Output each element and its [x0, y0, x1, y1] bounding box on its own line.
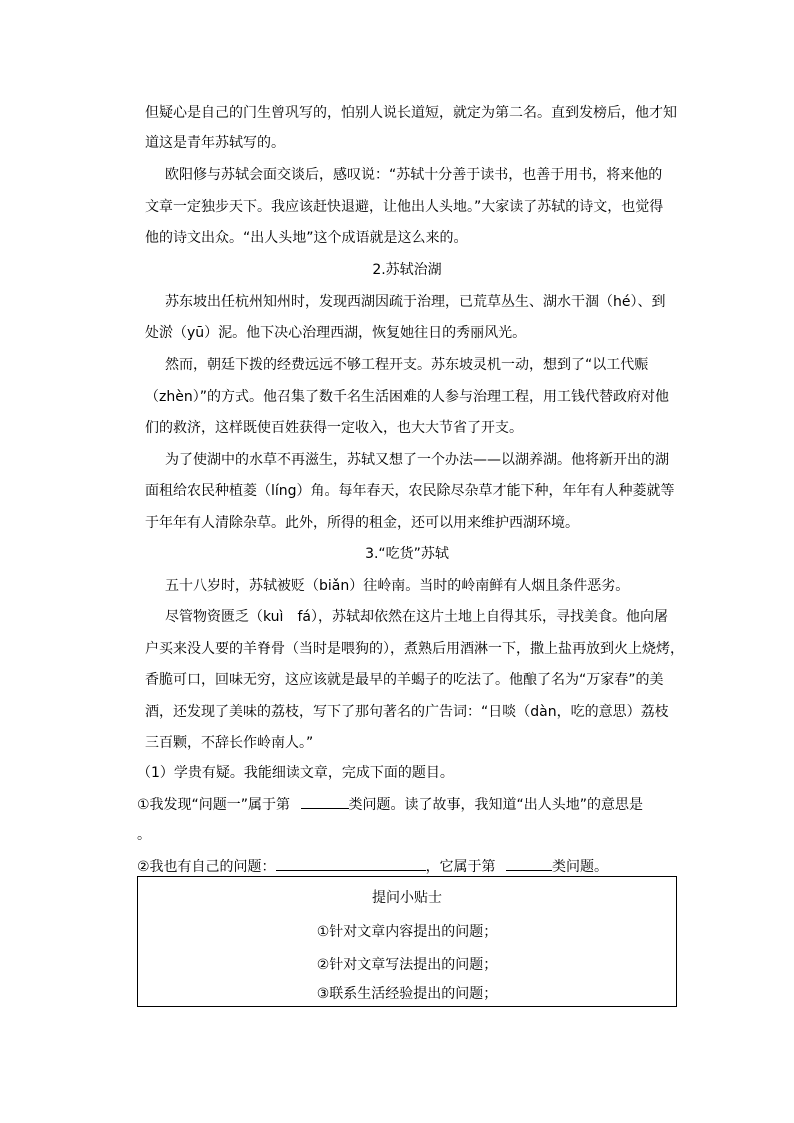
question-1 [137, 794, 643, 814]
q2-text-b: ，它属于第 [425, 859, 496, 875]
section-heading: 3.“吃货”苏轼 [365, 546, 449, 562]
answer-blank[interactable] [276, 856, 426, 871]
question-2 [137, 856, 608, 876]
tip-item: ①针对文章内容提出的问题； [316, 924, 498, 940]
text-line: 酒，还发现了美味的荔枝，写下了那句著名的广告词：“日啖（dàn，吃的意思）荔枝 [145, 704, 669, 720]
tips-title: 提问小贴士 [372, 890, 442, 906]
q2-text-a: ②我也有自己的问题： [137, 859, 276, 875]
text-line: 们的救济，这样既使百姓获得一定收入，也大大节省了开支。 [145, 420, 523, 436]
q2-text-c: 类问题。 [552, 859, 609, 875]
q1-text-b: 类问题。读了故事，我知道“出人头地”的意思是 [348, 797, 644, 813]
text-line: 道这是青年苏轼写的。 [145, 135, 285, 151]
text-line: 处淤（yū）泥。他下决心治理西湖，恢复她往日的秀丽风光。 [145, 325, 527, 341]
text-line: 户买来没人要的羊脊骨（当时是喂狗的），煮熟后用酒淋一下，撒上盐再放到火上烧烤， [145, 641, 684, 657]
text-line: 尽管物资匮乏（kuì fá），苏轼却依然在这片土地上自得其乐，寻找美食。他向屠 [165, 609, 668, 625]
text-line: 面租给农民种植菱（líng）角。每年春天，农民除尽杂草才能下种，年年有人种菱就等 [145, 483, 675, 499]
text-line: 他的诗文出众。“出人头地”这个成语就是这么来的。 [145, 230, 468, 246]
answer-blank[interactable] [301, 794, 349, 809]
question-intro: （1）学贵有疑。我能细读文章，完成下面的题目。 [137, 765, 454, 781]
text-line: 欧阳修与苏轼会面交谈后，感叹说：“苏轼十分善于读书，也善于用书，将来他的 [165, 167, 663, 183]
answer-blank[interactable] [506, 856, 552, 871]
q1-text-a: ①我发现“问题一”属于第 [137, 797, 291, 813]
text-line: 苏东坡出任杭州知州时，发现西湖因疏于治理，已荒草丛生、湖水干涸（hé）、到 [165, 294, 666, 310]
text-line: 香脆可口，回味无穷，这应该就是最早的羊蝎子的吃法了。他酿了名为“万家春”的美 [145, 672, 664, 688]
text-line: 然而，朝廷下拨的经费远远不够工程开支。苏东坡灵机一动，想到了“以工代赈 [165, 357, 649, 373]
text-line: 但疑心是自己的门生曾巩写的，怕别人说长道短，就定为第二名。直到发榜后，他才知 [145, 105, 677, 121]
section-heading: 2.苏轼治湖 [372, 262, 442, 278]
q1-end: 。 [137, 827, 151, 843]
text-line: 五十八岁时，苏轼被贬（biǎn）往岭南。当时的岭南鲜有人烟且条件恶劣。 [165, 578, 630, 594]
text-line: 三百颗，不辞长作岭南人。” [145, 735, 314, 751]
tips-box [137, 876, 677, 1007]
tip-item: ②针对文章写法提出的问题； [316, 957, 498, 973]
text-line: 于年年有人清除杂草。此外，所得的租金，还可以用来维护西湖环境。 [145, 515, 579, 531]
text-line: 为了使湖中的水草不再滋生，苏轼又想了一个办法——以湖养湖。他将新开出的湖 [165, 452, 669, 468]
text-line: （zhèn）”的方式。他召集了数千名生活困难的人参与治理工程，用工钱代替政府对他 [145, 389, 669, 405]
text-line: 文章一定独步天下。我应该赶快退避，让他出人头地。”大家读了苏轼的诗文，也觉得 [145, 199, 664, 215]
tip-item: ③联系生活经验提出的问题； [316, 986, 498, 1002]
